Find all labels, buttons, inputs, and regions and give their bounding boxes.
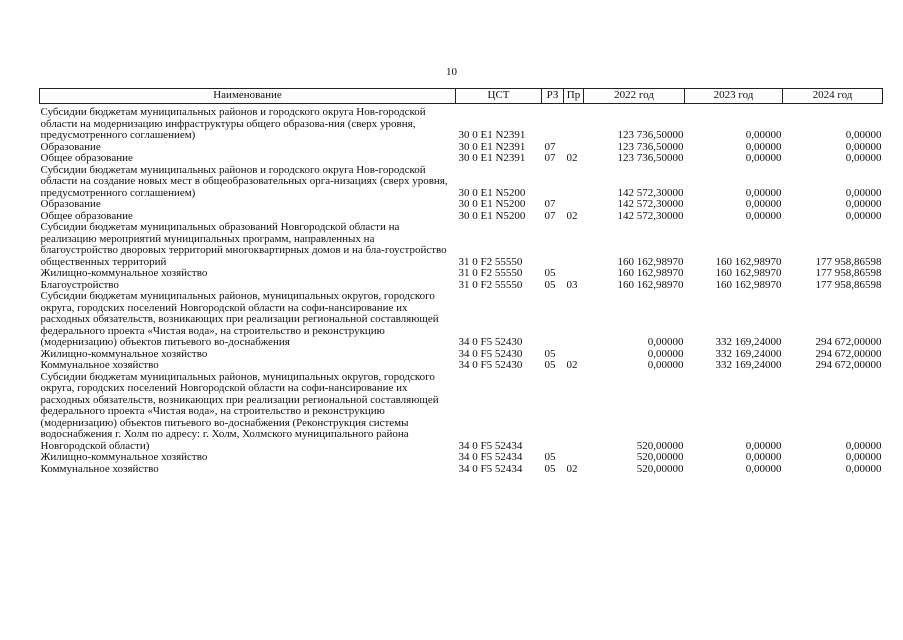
cell-y2023: 0,00000 xyxy=(745,186,782,199)
cell-y2023: 0,00000 xyxy=(745,209,782,222)
table-row xyxy=(40,291,883,349)
cell-csr: 30 0 E1 N5200 xyxy=(458,198,526,210)
page-number: 10 xyxy=(446,66,457,78)
cell-y2022: 142 572,30000 xyxy=(617,198,684,210)
table-row xyxy=(40,153,883,165)
budget-table xyxy=(39,88,883,475)
cell-y2024: 0,00000 xyxy=(845,186,882,199)
cell-rz: 07 xyxy=(544,198,556,210)
cell-rz: 05 xyxy=(544,267,556,279)
cell-name: Коммунальное хозяйство xyxy=(40,359,159,371)
table-row xyxy=(40,107,883,142)
cell-y2023: 332 169,24000 xyxy=(715,359,782,371)
cell-y2022: 123 736,50000 xyxy=(617,129,684,141)
cell-y2022: 0,00000 xyxy=(647,336,684,348)
cell-name: Жилищно-коммунальное хозяйство xyxy=(40,347,208,360)
cell-y2024: 177 958,86598 xyxy=(815,255,882,268)
cell-y2024: 0,00000 xyxy=(845,451,882,463)
cell-csr: 31 0 F2 55550 xyxy=(458,278,523,291)
table-row xyxy=(40,372,883,453)
cell-pr xyxy=(564,452,584,464)
cell-rz: 05 xyxy=(544,462,556,475)
cell-y2022: 142 572,30000 xyxy=(617,209,684,222)
cell-pr xyxy=(564,291,584,349)
cell-csr: 34 0 F5 52430 xyxy=(458,359,523,371)
cell-rz: 07 xyxy=(544,209,556,222)
cell-csr: 30 0 E1 N2391 xyxy=(458,140,526,153)
cell-y2022: 520,00000 xyxy=(636,462,684,475)
cell-name: Жилищно-коммунальное хозяйство xyxy=(40,267,208,279)
cell-y2023: 0,00000 xyxy=(745,129,782,141)
cell-y2022: 160 162,98970 xyxy=(617,255,684,268)
cell-rz: 07 xyxy=(544,152,556,164)
cell-name: Субсидии бюджетам муниципальных районов и городского округа Нов-городской области на создание новых мест в общеобразовательных орга-низациях (сверх уровня, предусмотренного соглашением) xyxy=(40,163,448,199)
cell-y2023: 332 169,24000 xyxy=(715,336,782,348)
cell-y2023: 332 169,24000 xyxy=(715,347,782,360)
cell-y2023: 160 162,98970 xyxy=(715,267,782,279)
cell-pr xyxy=(564,222,584,268)
cell-csr: 31 0 F2 55550 xyxy=(458,255,523,268)
cell-y2022: 0,00000 xyxy=(647,359,684,371)
table-body xyxy=(40,104,883,476)
cell-pr xyxy=(564,268,584,280)
cell-y2022: 0,00000 xyxy=(647,347,684,360)
header-2024: 2024 год xyxy=(783,89,883,104)
cell-pr: 02 xyxy=(566,152,578,164)
cell-rz: 07 xyxy=(544,140,556,153)
cell-y2023: 0,00000 xyxy=(745,439,782,452)
table-row xyxy=(40,199,883,211)
cell-name: Образование xyxy=(40,140,101,153)
cell-rz: 05 xyxy=(544,359,556,371)
header-csr: ЦСТ xyxy=(456,89,542,104)
cell-y2022: 520,00000 xyxy=(636,439,684,452)
cell-pr: 02 xyxy=(566,462,578,475)
cell-y2022: 123 736,50000 xyxy=(617,152,684,164)
header-2023: 2023 год xyxy=(685,89,783,104)
cell-rz xyxy=(542,107,564,142)
cell-y2024: 0,00000 xyxy=(845,152,882,164)
header-rz: РЗ xyxy=(542,89,564,104)
cell-name: Коммунальное хозяйство xyxy=(40,462,159,475)
cell-name: Благоустройство xyxy=(40,278,119,291)
cell-csr: 34 0 F5 52434 xyxy=(458,439,523,452)
cell-name: Образование xyxy=(40,198,101,210)
cell-pr: 03 xyxy=(566,278,578,291)
cell-y2023: 0,00000 xyxy=(745,140,782,153)
cell-pr: 02 xyxy=(566,209,578,222)
cell-pr xyxy=(564,372,584,453)
cell-csr: 30 0 E1 N5200 xyxy=(458,186,526,199)
table-row xyxy=(40,165,883,200)
cell-y2024: 0,00000 xyxy=(845,439,882,452)
cell-y2022: 123 736,50000 xyxy=(617,140,684,153)
cell-y2023: 0,00000 xyxy=(745,462,782,475)
header-name: Наименование xyxy=(40,89,456,104)
cell-csr: 34 0 F5 52434 xyxy=(458,462,523,475)
header-2022: 2022 год xyxy=(584,89,685,104)
cell-name: Субсидии бюджетам муниципальных районов и городского округа Нов-городской области на модернизацию инфраструктуры общего образова-ния (сверх уровня, предусмотренного соглашением) xyxy=(40,106,426,141)
cell-y2022: 142 572,30000 xyxy=(617,186,684,199)
cell-rz xyxy=(542,291,564,349)
cell-pr xyxy=(564,199,584,211)
cell-pr: 02 xyxy=(566,359,578,371)
cell-y2024: 0,00000 xyxy=(845,462,882,475)
cell-name: Общее образование xyxy=(40,209,133,222)
cell-csr: 30 0 E1 N5200 xyxy=(458,209,526,222)
cell-rz xyxy=(542,372,564,453)
cell-name: Субсидии бюджетам муниципальных образований Новгородской области на реализацию мероприятий муниципальных программ, направленных на благоустройство дворовых территорий многоквартирных домов и на бла-гоустройство общественных территорий xyxy=(40,221,447,268)
cell-rz xyxy=(542,165,564,200)
cell-y2024: 0,00000 xyxy=(845,198,882,210)
cell-y2023: 0,00000 xyxy=(745,451,782,463)
cell-rz: 05 xyxy=(544,451,556,463)
cell-y2024: 0,00000 xyxy=(845,140,882,153)
cell-y2023: 0,00000 xyxy=(745,198,782,210)
cell-y2023: 0,00000 xyxy=(745,152,782,164)
cell-y2022: 160 162,98970 xyxy=(617,267,684,279)
cell-y2022: 520,00000 xyxy=(636,451,684,463)
cell-csr: 30 0 E1 N2391 xyxy=(458,129,526,141)
cell-y2024: 177 958,86598 xyxy=(815,267,882,279)
cell-y2024: 294 672,00000 xyxy=(815,336,882,348)
table-row xyxy=(40,360,883,372)
table-row xyxy=(40,222,883,268)
table-row xyxy=(40,452,883,464)
cell-y2024: 294 672,00000 xyxy=(815,347,882,360)
cell-y2024: 177 958,86598 xyxy=(815,278,882,291)
table-row xyxy=(40,464,883,476)
cell-y2022: 160 162,98970 xyxy=(617,278,684,291)
cell-name: Общее образование xyxy=(40,152,133,164)
cell-y2024: 294 672,00000 xyxy=(815,359,882,371)
cell-rz xyxy=(542,222,564,268)
cell-name: Жилищно-коммунальное хозяйство xyxy=(40,451,208,463)
cell-y2024: 0,00000 xyxy=(845,209,882,222)
cell-name: Субсидии бюджетам муниципальных районов, муниципальных округов, городского округа, городских поселений Новгородской области на софи-нансирование их расходных обязательств, возникающих при реализации региональной составляющей федерального проекта «Чистая вода», на строительство и реконструкцию (модернизацию) объектов питьевого во-доснабжения xyxy=(40,290,439,348)
header-pr: Пр xyxy=(564,89,584,104)
cell-rz: 05 xyxy=(544,278,556,291)
cell-y2024: 0,00000 xyxy=(845,129,882,141)
cell-y2023: 160 162,98970 xyxy=(715,255,782,268)
cell-csr: 30 0 E1 N2391 xyxy=(458,152,526,164)
cell-pr xyxy=(564,165,584,200)
table-header-row xyxy=(40,89,883,104)
cell-csr: 34 0 F5 52430 xyxy=(458,347,523,360)
cell-rz: 05 xyxy=(544,347,556,360)
table-row xyxy=(40,268,883,280)
cell-name: Субсидии бюджетам муниципальных районов, муниципальных округов, городского округа, городских поселений Новгородской области на софи-нансирование их расходных обязательств, возникающих при реализации региональной составляющей федерального проекта «Чистая вода», на строительство и реконструкцию (модернизацию) объектов питьевого во-доснабжения (Реконструкция системы водоснабжения г. Холм по адресу: г. Холм, Холмского муниципального района Новгородской области) xyxy=(40,370,439,452)
cell-pr xyxy=(564,107,584,142)
cell-csr: 31 0 F2 55550 xyxy=(458,267,523,279)
cell-y2023: 160 162,98970 xyxy=(715,278,782,291)
cell-csr: 34 0 F5 52434 xyxy=(458,451,523,463)
cell-csr: 34 0 F5 52430 xyxy=(458,336,523,348)
